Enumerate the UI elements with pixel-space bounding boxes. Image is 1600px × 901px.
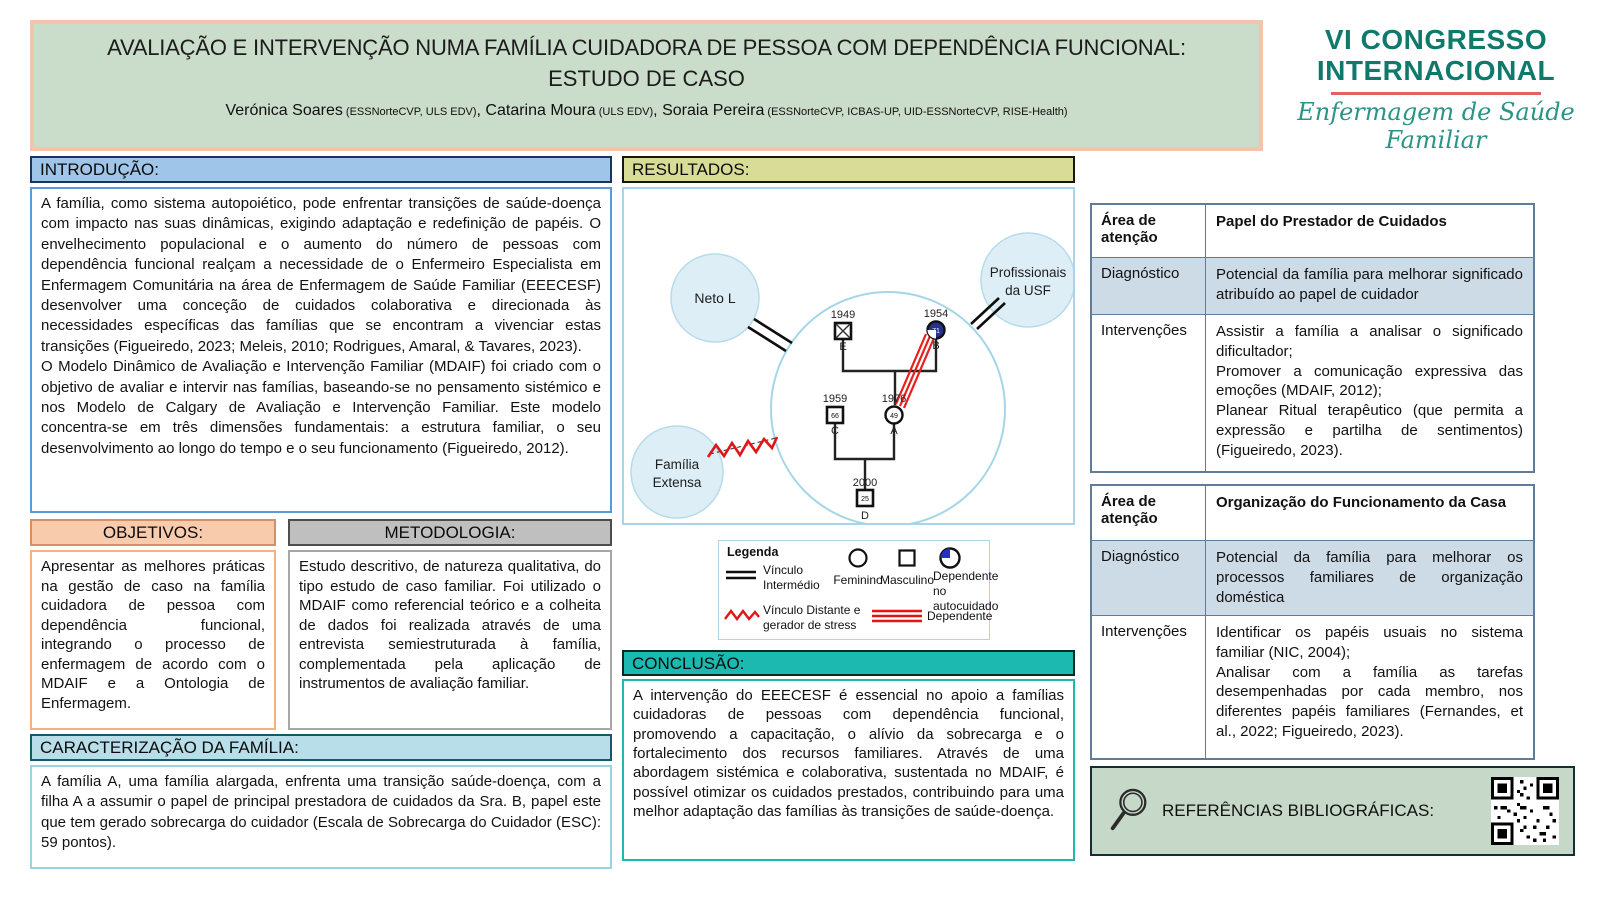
ecomap-node-neto <box>671 254 759 342</box>
intervencao-item: Identificar os papéis usuais no sistema familiar (NIC, 2004); <box>1216 624 1523 661</box>
intervencoes-text <box>1206 315 1533 471</box>
objetivos-header: OBJETIVOS: <box>30 519 276 546</box>
legend-title: Legenda <box>727 545 779 559</box>
svg-text:Profissionais: Profissionais <box>989 265 1067 280</box>
authors-line <box>34 102 1259 120</box>
table-row-intervencoes <box>1092 615 1533 758</box>
svg-text:1976: 1976 <box>881 393 907 405</box>
table-row-diagnostico <box>1092 540 1533 615</box>
row-label: Diagnóstico <box>1092 258 1206 314</box>
congress-logo-line1: VI CONGRESSO <box>1324 24 1548 55</box>
genogram-legend <box>718 540 999 640</box>
qr-code-icon <box>1491 777 1559 845</box>
legend-dependente-label: Dependente <box>927 609 993 623</box>
legend-vinculo-distante-label: Vínculo Distante e gerador de stress <box>763 603 861 632</box>
svg-text:2000: 2000 <box>852 477 878 489</box>
female-icon <box>847 547 869 569</box>
svg-text:B: B <box>932 340 940 352</box>
author-separator: , <box>476 102 486 120</box>
table-header-row <box>1092 486 1533 540</box>
dependent-selfcare-icon <box>938 546 962 570</box>
conclusao-header: CONCLUSÃO: <box>622 650 1075 676</box>
intervencao-item: Assistir a família a analisar o significado dificultador; <box>1216 323 1523 360</box>
svg-text:E: E <box>839 341 847 353</box>
svg-text:66: 66 <box>831 413 839 420</box>
svg-text:1959: 1959 <box>822 393 848 405</box>
svg-text:71: 71 <box>932 328 940 335</box>
intermediate-bond-icon <box>725 569 757 581</box>
magnifier-icon <box>1106 783 1152 839</box>
svg-text:Extensa: Extensa <box>652 475 702 490</box>
introducao-body <box>30 187 612 513</box>
svg-text:A: A <box>890 425 898 437</box>
table-header-row <box>1092 205 1533 257</box>
svg-text:25: 25 <box>861 496 869 503</box>
intervencao-item: Planear Ritual terapêutico (que permita a expressão e partilha de sentimentos) (Figueiredo, 2023). <box>1216 402 1523 459</box>
caracterizacao-header: CARACTERIZAÇÃO DA FAMÍLIA: <box>30 734 612 761</box>
svg-text:C: C <box>831 425 839 437</box>
resultados-header: RESULTADOS: <box>622 156 1075 183</box>
author-name: Verónica Soares <box>225 102 343 120</box>
congress-logo <box>1278 24 1594 154</box>
table-col1-header: Área de atenção <box>1092 486 1206 540</box>
legend-masculino-label: Masculino <box>879 573 935 587</box>
intervencao-item: Promover a comunicação expressiva das emoções (MDAIF, 2012); <box>1216 362 1523 400</box>
table-row-intervencoes <box>1092 314 1533 471</box>
references-panel <box>1090 766 1575 856</box>
introducao-para2: O Modelo Dinâmico de Avaliação e Intervenção Familiar (MDAIF) foi criado com o objetivo de avaliar e intervir nas famílias, baseando-se no pensamento sistémico e nos Modelo de Calgary de Avaliação e Intervenção Familiar. Este modelo concentra-se em três dimensões fundamentais: a estrutura familiar, o seu desenvolvimento ao longo do tempo e o seu funcionamento (Figueiredo, 2012). <box>41 358 601 457</box>
table-row-diagnostico <box>1092 257 1533 314</box>
metodologia-header: METODOLOGIA: <box>288 519 612 546</box>
legend-feminino-label: Feminino <box>833 573 883 587</box>
intervencao-item: Analisar com a família as tarefas desempenhadas por cada membro, nos diferentes papéis familiares (Fernandes, et al., 2022; Figueiredo, 2023). <box>1216 663 1523 740</box>
svg-text:da USF: da USF <box>1005 283 1051 298</box>
table-papel-prestador <box>1090 203 1535 473</box>
stress-bond-icon <box>723 607 761 623</box>
table-col2-header: Organização do Funcionamento da Casa <box>1216 494 1507 511</box>
intervencoes-text <box>1206 616 1533 758</box>
svg-text:D: D <box>861 510 869 522</box>
genogram-ecomap-figure <box>624 189 1073 523</box>
table-col1-header: Área de atenção <box>1092 205 1206 257</box>
introducao-para1: A família, como sistema autopoiético, pode enfrentar transições de saúde-doença com impacto nas suas dinâmicas, exigindo adaptação e redefinição de papéis. O envelhecimento populacional e o aumento do número de pessoas com dependência funcional realçam a necessidade de o Enfermeiro Especialista em Enfermagem Comunitária na área de Enfermagem de Saúde Familiar (EEECESF) desenvolver uma conceção de cuidados colaborativa e direcionada às necessidades específicas das famílias que se encontram a vivenciar estas transições (Figueiredo, 2023; Meleis, 2010; Rodrigues, Amaral, & Tavares, 2023). <box>41 195 601 355</box>
poster-title-line2: ESTUDO DE CASO <box>548 65 745 91</box>
poster-title-line1: AVALIAÇÃO E INTERVENÇÃO NUMA FAMÍLIA CUIDADORA DE PESSOA COM DEPENDÊNCIA FUNCIONAL: <box>107 35 1186 60</box>
references-title: REFERÊNCIAS BIBLIOGRÁFICAS: <box>1162 801 1435 820</box>
svg-text:1949: 1949 <box>830 309 856 321</box>
legend-dependente-autocuidado-label: Dependente no autocuidado <box>933 569 999 613</box>
conclusao-body: A intervenção do EEECESF é essencial no apoio a famílias cuidadoras de pessoas com dependência funcional, promovendo a capacitação, o alívio da sobrecarga e o fortalecimento dos recursos familiares. Através de uma abordagem sistémica e colaborativa, sustentada no MDAIF, é possível otimizar os cuidados prestados, contribuindo para uma melhor adaptação das famílias às transições de saúde-doença. <box>622 679 1075 861</box>
diagnostico-text: Potencial da família para melhorar significado atribuído ao papel de cuidador <box>1216 266 1523 303</box>
introducao-header: INTRODUÇÃO: <box>30 156 612 183</box>
intermediate-bond-neto <box>748 319 792 351</box>
congress-logo-script: Enfermagem de Saúde Familiar <box>1297 97 1575 154</box>
logo-underline <box>1331 92 1541 95</box>
congress-logo-line2: INTERNACIONAL <box>1316 55 1556 87</box>
metodologia-body: Estudo descritivo, de natureza qualitativa, do tipo estudo de caso familiar. Foi utilizado o MDAIF como referencial teórico e a colheita de dados foi realizada através de uma entrevista semiestruturada à família, complementada pela aplicação de instrumentos de avaliação familiar. <box>288 550 612 730</box>
ecomap-node-familia-extensa <box>631 426 723 518</box>
title-band <box>30 20 1263 151</box>
svg-text:1954: 1954 <box>923 308 949 320</box>
row-label: Intervenções <box>1092 616 1206 758</box>
genogram-panel <box>622 187 1075 525</box>
author-affiliation: (ULS EDV) <box>595 106 654 119</box>
svg-text:Família: Família <box>654 457 700 472</box>
table-col2-header: Papel do Prestador de Cuidados <box>1216 213 1447 230</box>
author-affiliation: (ESSNorteCVP, ICBAS-UP, UID-ESSNorteCVP, RISE-Health) <box>764 106 1068 119</box>
author-separator: , <box>653 102 663 120</box>
svg-text:Neto L: Neto L <box>694 290 736 306</box>
male-icon <box>897 548 917 568</box>
diagnostico-text: Potencial da família para melhorar os processos familiares de organização doméstica <box>1216 549 1523 606</box>
objetivos-body: Apresentar as melhores práticas na gestão de caso na família cuidadora de pessoa com dependência funcional, integrando o processo de enfermagem de acordo com o MDAIF e a Ontologia de Enfermagem. <box>30 550 276 730</box>
dependent-relation-icon <box>871 609 923 623</box>
author-affiliation: (ESSNorteCVP, ULS EDV) <box>342 106 477 119</box>
row-label: Diagnóstico <box>1092 541 1206 615</box>
caracterizacao-body: A família A, uma família alargada, enfrenta uma transição saúde-doença, com a filha A a assumir o papel de principal prestadora de cuidados da Sra. B, papel este que tem gerado sobrecarga do cuidador (Escala de Sobrecarga do Cuidador (ESC): 59 pontos). <box>30 765 612 869</box>
author-name: Catarina Moura <box>485 102 596 120</box>
row-label: Intervenções <box>1092 315 1206 471</box>
table-organizacao-casa <box>1090 484 1535 760</box>
author-name: Soraia Pereira <box>662 102 765 120</box>
svg-text:49: 49 <box>890 413 898 420</box>
legend-vinculo-intermedio-label: Vínculo Intermédio <box>763 563 820 592</box>
